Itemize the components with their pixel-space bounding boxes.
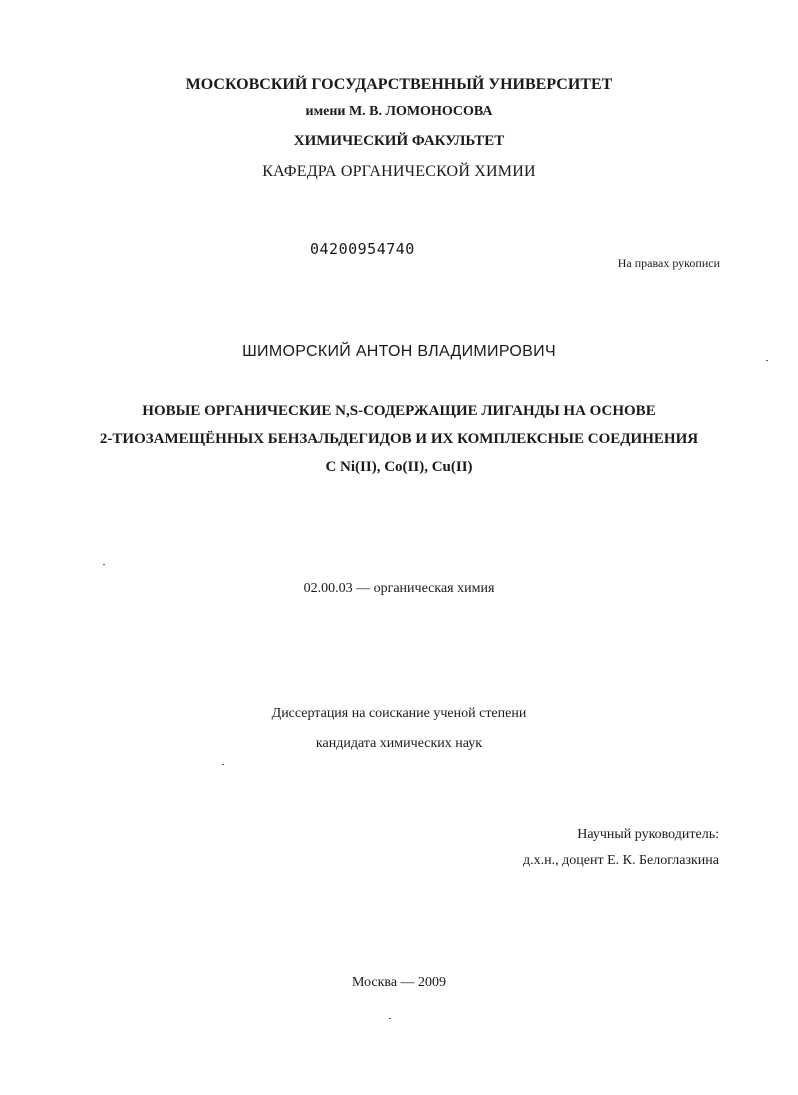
specialty-code: 02.00.03 — органическая химия — [303, 581, 495, 596]
named-after: имени М. В. ЛОМОНОСОВА — [305, 104, 493, 119]
thesis-title-line-3: С Ni(II), Co(II), Cu(II) — [325, 459, 473, 475]
university-name: МОСКОВСКИЙ ГОСУДАРСТВЕННЫЙ УНИВЕРСИТЕТ — [185, 76, 613, 93]
degree-line-2: кандидата химических наук — [315, 736, 483, 751]
thesis-title-line-1: НОВЫЕ ОРГАНИЧЕСКИЕ N,S-СОДЕРЖАЩИЕ ЛИГАНДЫ НА ОСНОВЕ — [142, 403, 656, 419]
faculty-name: ХИМИЧЕСКИЙ ФАКУЛЬТЕТ — [293, 133, 505, 149]
thesis-title-line-2: 2-ТИОЗАМЕЩЁННЫХ БЕНЗАЛЬДЕГИДОВ И ИХ КОМПЛЕКСНЫЕ СОЕДИНЕНИЯ — [99, 431, 699, 447]
supervisor-label: Научный руководитель: — [577, 827, 719, 842]
city-year: Москва — 2009 — [351, 975, 447, 990]
rights-note: На правах рукописи — [617, 256, 720, 270]
author-name: ШИМОРСКИЙ АНТОН ВЛАДИМИРОВИЧ — [242, 343, 556, 360]
department-name: КАФЕДРА ОРГАНИЧЕСКОЙ ХИМИИ — [262, 163, 536, 180]
supervisor-name: д.х.н., доцент Е. К. Белоглазкина — [523, 853, 719, 868]
scan-speck — [103, 564, 105, 565]
scan-speck — [222, 764, 224, 765]
degree-line-1: Диссертация на соискание ученой степени — [271, 706, 527, 721]
scan-speck — [389, 1018, 391, 1019]
scan-speck — [766, 360, 768, 361]
inventory-number: 04200954740 — [310, 240, 415, 258]
